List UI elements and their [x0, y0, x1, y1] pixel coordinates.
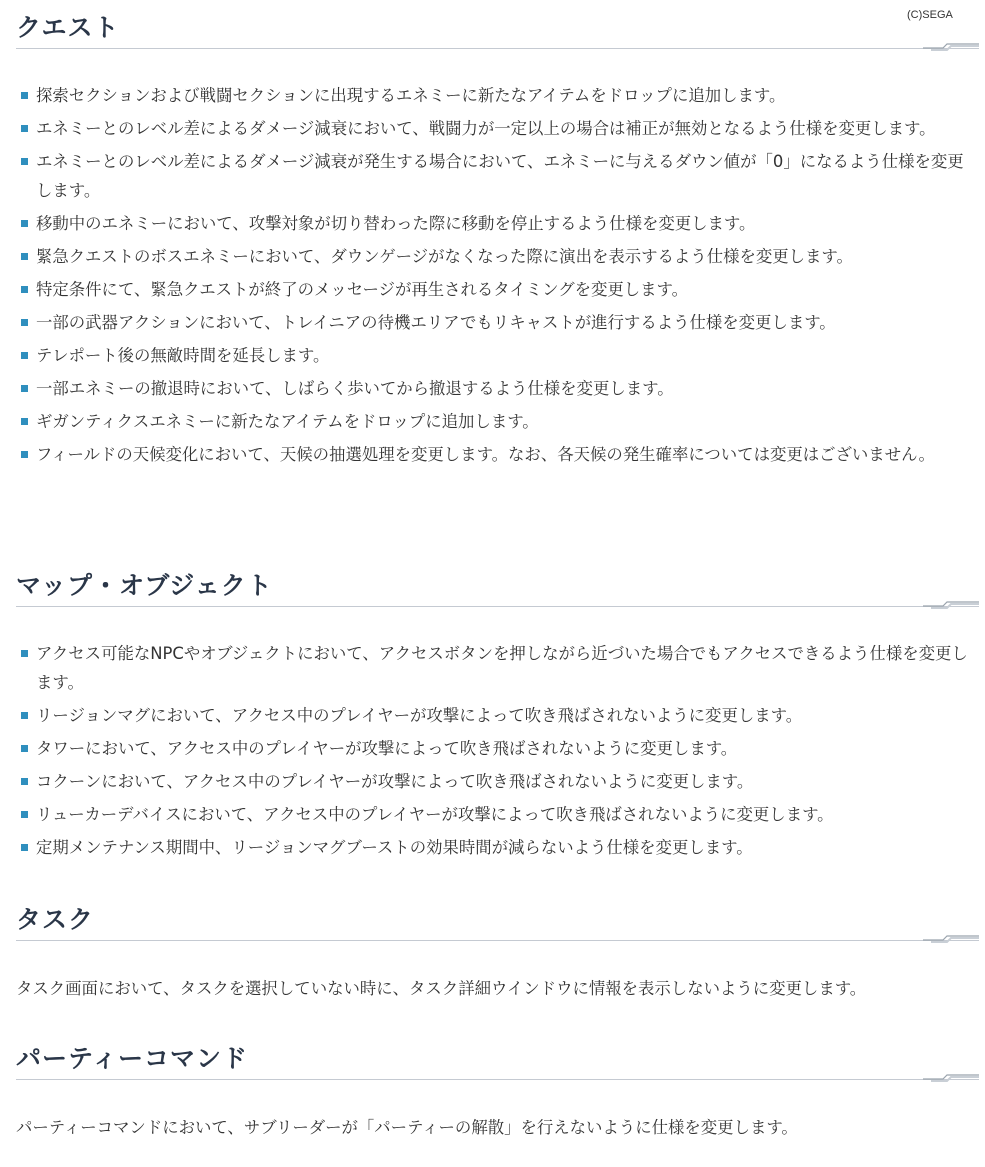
- list-item: リューカーデバイスにおいて、アクセス中のプレイヤーが攻撃によって吹き飛ばされないように変更します。: [16, 800, 979, 829]
- copyright-notice: (C)SEGA: [907, 9, 953, 21]
- section-title: パーティーコマンド: [16, 1044, 249, 1073]
- divider-ornament-icon: [923, 41, 979, 53]
- section-map-object: [16, 570, 979, 866]
- bullet-icon: [21, 745, 28, 752]
- list-item: コクーンにおいて、アクセス中のプレイヤーが攻撃によって吹き飛ばされないように変更します。: [16, 767, 979, 796]
- divider-ornament-icon: [923, 933, 979, 945]
- bullet-icon: [21, 125, 28, 132]
- list-item: 探索セクションおよび戦闘セクションに出現するエネミーに新たなアイテムをドロップに追加します。: [16, 81, 979, 110]
- bullet-icon: [21, 418, 28, 425]
- quest-change-list: [16, 81, 979, 469]
- section-title: クエスト: [16, 13, 120, 42]
- section-divider: [16, 606, 979, 618]
- section-divider: [16, 1079, 979, 1091]
- list-item: タワーにおいて、アクセス中のプレイヤーが攻撃によって吹き飛ばされないように変更します。: [16, 734, 979, 763]
- list-item: テレポート後の無敵時間を延長します。: [16, 341, 979, 370]
- list-item: ギガンティクスエネミーに新たなアイテムをドロップに追加します。: [16, 407, 979, 436]
- list-item: アクセス可能なNPCやオブジェクトにおいて、アクセスボタンを押しながら近づいた場合でもアクセスできるよう仕様を変更します。: [16, 639, 979, 697]
- section-title: マップ・オブジェクト: [16, 571, 273, 600]
- bullet-icon: [21, 844, 28, 851]
- party-command-change-text: パーティーコマンドにおいて、サブリーダーが「パーティーの解散」を行えないように仕様を変更します。: [16, 1118, 798, 1137]
- list-item: フィールドの天候変化において、天候の抽選処理を変更します。なお、各天候の発生確率については変更はございません。: [16, 440, 979, 469]
- bullet-icon: [21, 712, 28, 719]
- bullet-icon: [21, 158, 28, 165]
- list-item: 移動中のエネミーにおいて、攻撃対象が切り替わった際に移動を停止するよう仕様を変更します。: [16, 209, 979, 238]
- section-divider: [16, 940, 979, 952]
- map-object-change-list: [16, 639, 979, 862]
- bullet-icon: [21, 253, 28, 260]
- section-party-command: [16, 1043, 979, 1142]
- section-divider: [16, 48, 979, 60]
- list-item: 一部エネミーの撤退時において、しばらく歩いてから撤退するよう仕様を変更します。: [16, 374, 979, 403]
- task-change-text: タスク画面において、タスクを選択していない時に、タスク詳細ウインドウに情報を表示しないように変更します。: [16, 979, 867, 998]
- bullet-icon: [21, 811, 28, 818]
- bullet-icon: [21, 778, 28, 785]
- list-item: 一部の武器アクションにおいて、トレイニアの待機エリアでもリキャストが進行するよう仕様を変更します。: [16, 308, 979, 337]
- section-title: タスク: [16, 905, 95, 934]
- bullet-icon: [21, 451, 28, 458]
- divider-ornament-icon: [923, 599, 979, 611]
- bullet-icon: [21, 286, 28, 293]
- section-task: [16, 904, 979, 1003]
- bullet-icon: [21, 650, 28, 657]
- bullet-icon: [21, 385, 28, 392]
- bullet-icon: [21, 352, 28, 359]
- bullet-icon: [21, 92, 28, 99]
- list-item: 定期メンテナンス期間中、リージョンマグブーストの効果時間が減らないよう仕様を変更します。: [16, 833, 979, 862]
- bullet-icon: [21, 220, 28, 227]
- list-item: エネミーとのレベル差によるダメージ減衰において、戦闘力が一定以上の場合は補正が無効となるよう仕様を変更します。: [16, 114, 979, 143]
- list-item: リージョンマグにおいて、アクセス中のプレイヤーが攻撃によって吹き飛ばされないように変更します。: [16, 701, 979, 730]
- section-quest: [16, 12, 979, 473]
- list-item: エネミーとのレベル差によるダメージ減衰が発生する場合において、エネミーに与えるダウン値が「0」になるよう仕様を変更します。: [16, 147, 979, 205]
- divider-ornament-icon: [923, 1072, 979, 1084]
- bullet-icon: [21, 319, 28, 326]
- list-item: 緊急クエストのボスエネミーにおいて、ダウンゲージがなくなった際に演出を表示するよう仕様を変更します。: [16, 242, 979, 271]
- list-item: 特定条件にて、緊急クエストが終了のメッセージが再生されるタイミングを変更します。: [16, 275, 979, 304]
